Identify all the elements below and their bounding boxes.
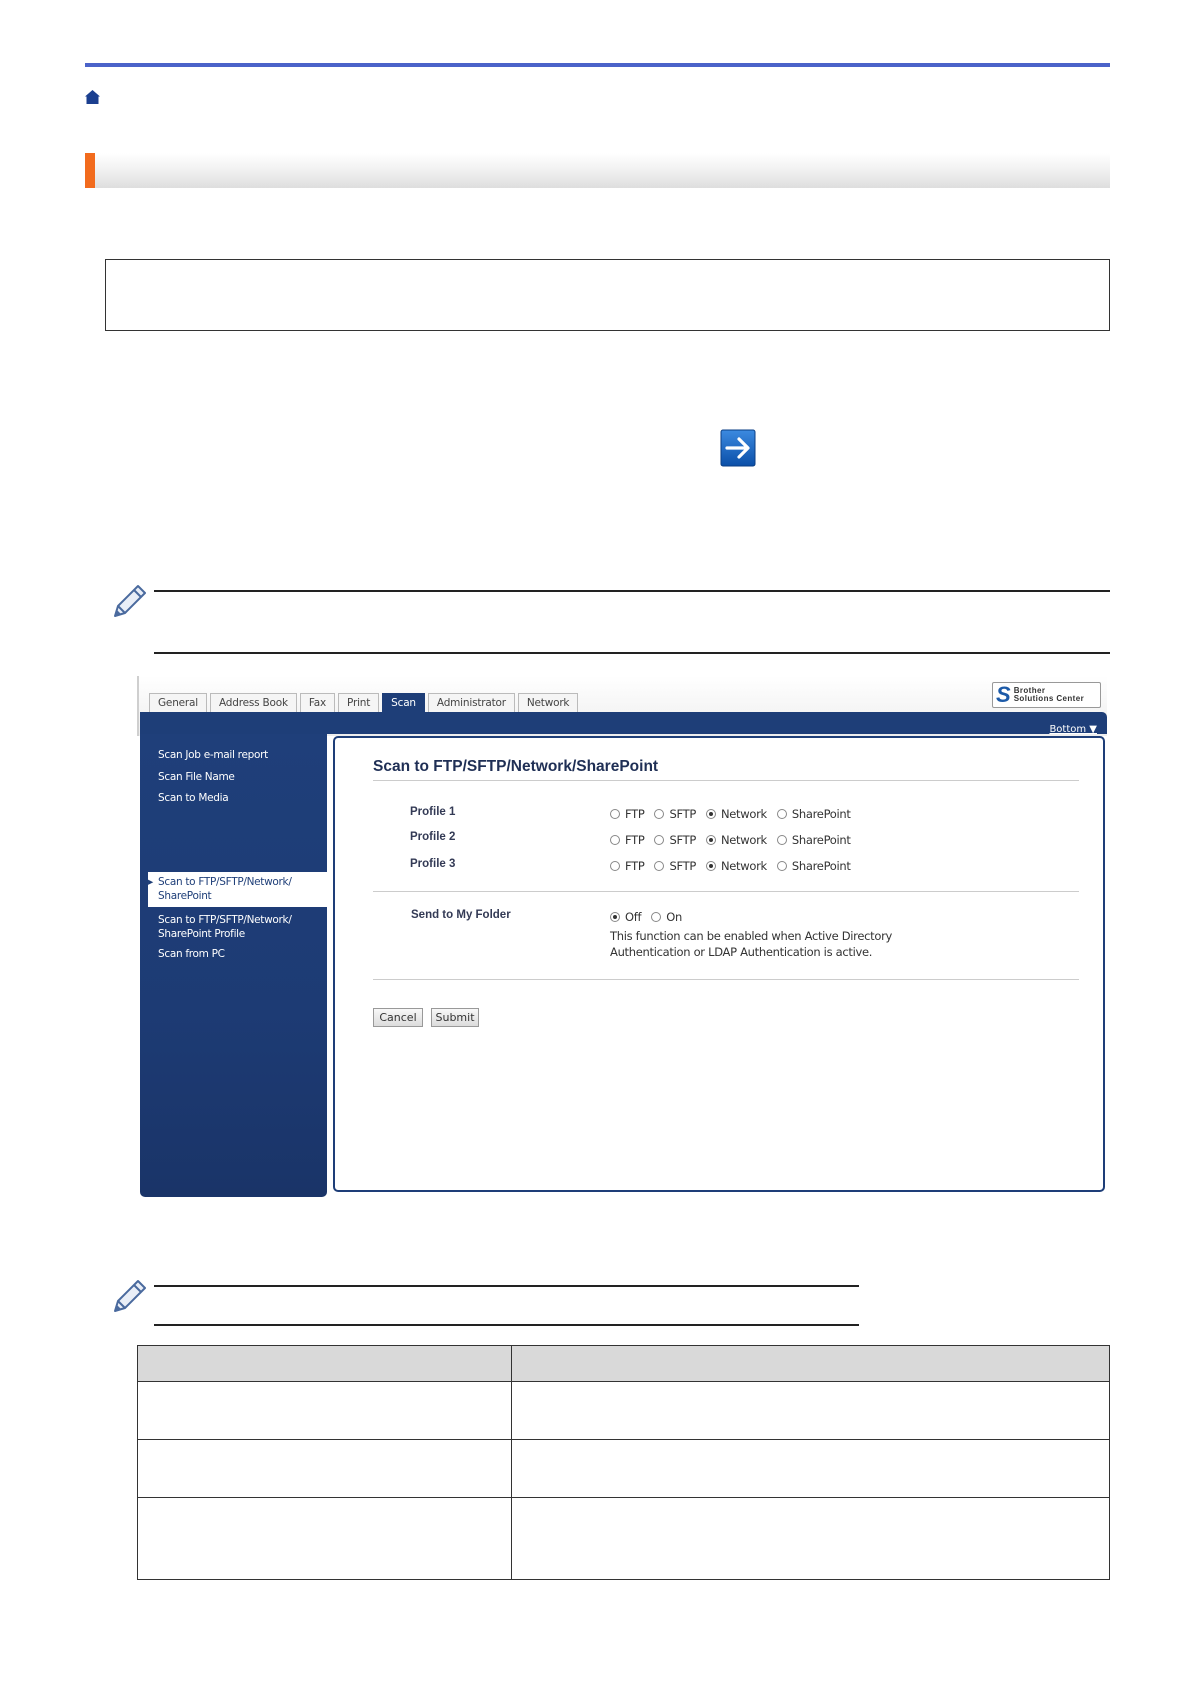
radio-label: On	[666, 910, 682, 924]
header-rule	[85, 63, 1110, 67]
bottom-link[interactable]: Bottom ▼	[1049, 724, 1097, 735]
table-cell	[512, 1382, 1110, 1440]
note-rule-bottom	[154, 652, 1110, 654]
radio-label: Network	[720, 833, 767, 847]
radio-label: FTP	[625, 833, 645, 847]
radio-label: Off	[625, 910, 642, 924]
note2-rule-bottom	[154, 1324, 859, 1326]
arrow-right-icon[interactable]	[720, 429, 756, 467]
tab-print[interactable]: Print	[338, 693, 379, 712]
sidebar-item-arrow-icon: ▸	[148, 876, 153, 888]
profile-2-network-radio[interactable]	[706, 835, 716, 845]
table-cell	[512, 1498, 1110, 1580]
profile-1-label: Profile 1	[410, 806, 456, 818]
submit-button[interactable]: Submit	[431, 1008, 479, 1027]
table-row	[138, 1382, 1110, 1440]
radio-label: SFTP	[669, 807, 696, 821]
page-title: Scan to FTP/SFTP/Network/SharePoint	[373, 758, 659, 775]
profile-2-options	[610, 833, 861, 847]
pencil-note-icon	[109, 1277, 149, 1317]
send-to-my-folder-options	[610, 910, 692, 924]
brand-line1: Brother	[1013, 686, 1046, 695]
content-panel	[333, 736, 1105, 1192]
radio-label: SharePoint	[791, 807, 851, 821]
table-cell	[138, 1440, 512, 1498]
folder-note-line2: Authentication or LDAP Authentication is active.	[610, 945, 873, 959]
sidebar-item-scan-to-media[interactable]: Scan to Media	[158, 792, 229, 804]
home-icon[interactable]	[84, 89, 101, 105]
sidebar-item-scan-file-name[interactable]: Scan File Name	[158, 771, 235, 783]
sidebar-item-scan-from-pc[interactable]: Scan from PC	[158, 948, 225, 960]
profile-3-label: Profile 3	[410, 858, 456, 870]
profile-3-sharepoint-radio[interactable]	[777, 861, 787, 871]
section-rule-2	[373, 979, 1079, 980]
table-header-cell	[512, 1346, 1110, 1382]
folder-note-line1: This function can be enabled when Active Directory	[610, 929, 893, 943]
pencil-note-icon	[109, 582, 149, 622]
options-table	[137, 1345, 1110, 1580]
tab-administrator[interactable]: Administrator	[428, 693, 515, 712]
tab-bar	[149, 693, 578, 712]
brand-line2: Solutions Center	[1013, 694, 1085, 703]
section-title-accent	[85, 153, 95, 188]
note2-rule-top	[154, 1285, 859, 1287]
send-to-my-folder-off-radio[interactable]	[610, 912, 620, 922]
profile-3-options	[610, 859, 861, 873]
table-row	[138, 1440, 1110, 1498]
web-ui-screenshot	[137, 676, 1107, 1197]
tab-network[interactable]: Network	[518, 693, 578, 712]
section-rule	[373, 891, 1079, 892]
table-header-row	[138, 1346, 1110, 1382]
radio-label: Network	[720, 859, 767, 873]
table-cell	[512, 1440, 1110, 1498]
profile-2-ftp-radio[interactable]	[610, 835, 620, 845]
tab-general[interactable]: General	[149, 693, 207, 712]
profile-2-sharepoint-radio[interactable]	[777, 835, 787, 845]
sidebar-item-scan-to-ftp-profile[interactable]: Scan to FTP/SFTP/Network/ SharePoint Profile	[158, 914, 292, 940]
radio-label: SFTP	[669, 833, 696, 847]
table-row	[138, 1498, 1110, 1580]
brother-solutions-center-button[interactable]	[992, 682, 1101, 708]
radio-label: FTP	[625, 807, 645, 821]
tab-address-book[interactable]: Address Book	[210, 693, 297, 712]
profile-1-ftp-radio[interactable]	[610, 809, 620, 819]
profile-2-sftp-radio[interactable]	[654, 835, 664, 845]
related-models-box	[105, 259, 1110, 331]
table-cell	[138, 1498, 512, 1580]
cancel-button[interactable]: Cancel	[373, 1008, 423, 1027]
section-title-bar	[85, 153, 1110, 188]
table-cell	[138, 1382, 512, 1440]
send-to-my-folder-label: Send to My Folder	[411, 909, 511, 921]
sidebar-item-scan-to-ftp-active[interactable]: Scan to FTP/SFTP/Network/ SharePoint	[158, 876, 292, 902]
profile-2-label: Profile 2	[410, 831, 456, 843]
note-rule-top	[154, 590, 1110, 592]
navy-strip	[140, 712, 1107, 734]
profile-3-sftp-radio[interactable]	[654, 861, 664, 871]
radio-label: Network	[720, 807, 767, 821]
tab-scan[interactable]: Scan	[382, 693, 425, 712]
table-header-cell	[138, 1346, 512, 1382]
brand-logo-icon: S	[996, 682, 1011, 707]
sidebar	[140, 734, 327, 1197]
sidebar-item-scan-job-email-report[interactable]: Scan Job e-mail report	[158, 749, 268, 761]
profile-3-ftp-radio[interactable]	[610, 861, 620, 871]
profile-1-network-radio[interactable]	[706, 809, 716, 819]
tab-fax[interactable]: Fax	[300, 693, 335, 712]
profile-1-sharepoint-radio[interactable]	[777, 809, 787, 819]
radio-label: FTP	[625, 859, 645, 873]
radio-label: SharePoint	[791, 859, 851, 873]
profile-3-network-radio[interactable]	[706, 861, 716, 871]
send-to-my-folder-on-radio[interactable]	[651, 912, 661, 922]
profile-1-sftp-radio[interactable]	[654, 809, 664, 819]
profile-1-options	[610, 807, 861, 821]
title-rule	[373, 780, 1079, 781]
radio-label: SharePoint	[791, 833, 851, 847]
radio-label: SFTP	[669, 859, 696, 873]
